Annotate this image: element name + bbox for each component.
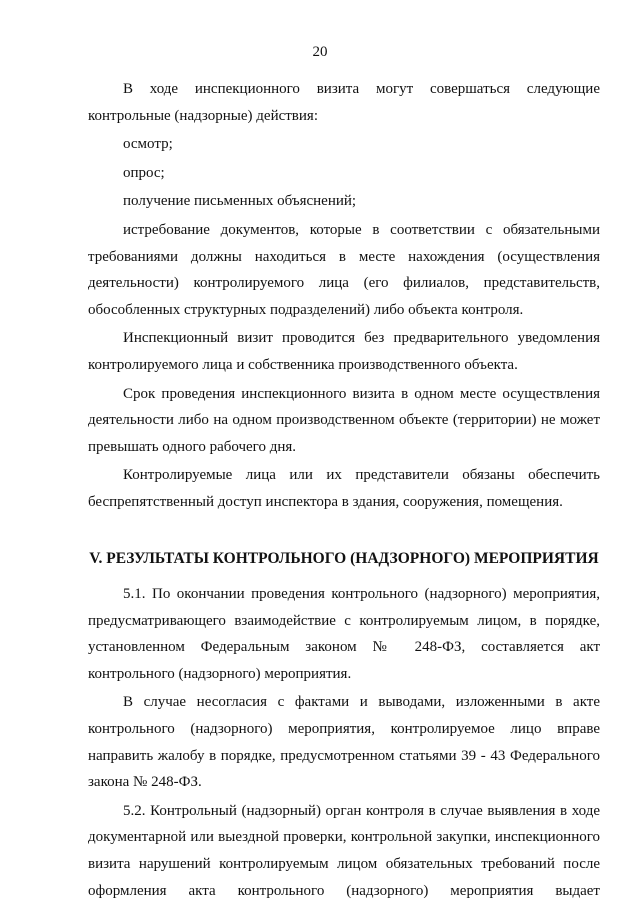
page-number: 20 — [312, 44, 328, 60]
list-item-document-request: истребование документов, которые в соответствии с обязательными требованиями должны находиться в месте нахождения (осуществления деятельности) контролируемого лица (его филиалов, представительств, обособленных структурных подразделений) либо объекта контроля. — [88, 221, 600, 318]
paragraph-duration: Срок проведения инспекционного визита в одном месте осуществления деятельности либо на одном производственном объекте (территории) не может превышать одного рабочего дня. — [88, 385, 600, 455]
paragraph-5-1: 5.1. По окончании проведения контрольного (надзорного) мероприятия, предусматривающего взаимодействие с контролируемым лицом, в порядке, установленном Федеральным законом № 248-ФЗ, составляется акт контрольного (надзорного) мероприятия. — [88, 586, 600, 682]
paragraph-access-obligation: Контролируемые лица или их представители обязаны обеспечить беспрепятственный доступ инспектора в здания, сооружения, помещения. — [88, 467, 600, 510]
paragraph-5-2: 5.2. Контрольный (надзорный) орган контроля в случае выявления в ходе документарной или выездной проверки, контрольной закупки, инспекционного визита нарушений контролируемым лицом обязательных требований после оформления акта контрольного (надзорного) мероприятия выдает — [88, 802, 600, 899]
list-item-written-explanations: получение письменных объяснений; — [123, 193, 357, 210]
list-item-survey: опрос; — [123, 164, 165, 181]
section-heading: V. РЕЗУЛЬТАТЫ КОНТРОЛЬНОГО (НАДЗОРНОГО) МЕРОПРИЯТИЯ — [89, 549, 599, 567]
list-item-inspection: осмотр; — [123, 136, 173, 153]
paragraph-no-notice: Инспекционный визит проводится без предварительного уведомления контролируемого лица и собственника производственного объекта. — [88, 330, 600, 373]
paragraph-complaint: В случае несогласия с фактами и выводами, изложенными в акте контрольного (надзорного) мероприятия, контролируемое лицо вправе направить жалобу в порядке, предусмотренном статьями 39 - 43 Федерального закона № 248-ФЗ. — [88, 694, 600, 791]
document-body — [88, 76, 600, 904]
paragraph-inspection-actions: В ходе инспекционного визита могут совершаться следующие контрольные (надзорные) действия: — [88, 81, 600, 124]
